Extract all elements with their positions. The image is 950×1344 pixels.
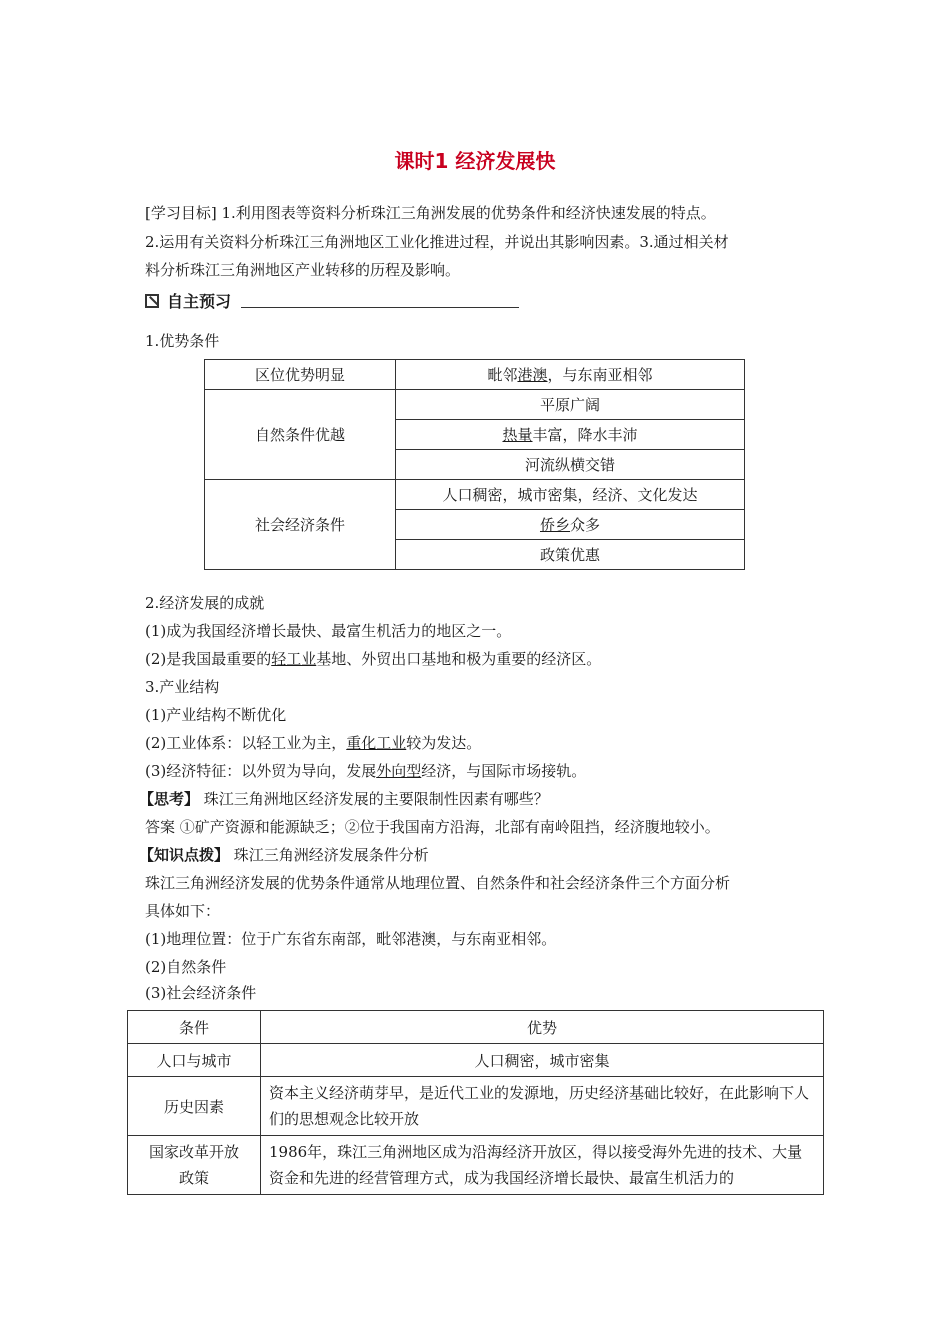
answer-text: 答案 ①矿产资源和能源缺乏；②位于我国南方沿海，北部有南岭阻挡，经济腹地较小。	[145, 818, 720, 836]
achievement-2: (2)是我国最重要的轻工业基地、外贸出口基地和极为重要的经济区。	[145, 650, 602, 668]
tip-line-5: (3)社会经济条件	[145, 984, 257, 1002]
heading-advantages: 1.优势条件	[145, 332, 220, 350]
table-cell: 资本主义经济萌芽早，是近代工业的发源地，历史经济基础比较好，在此影响下人们的思想观念比较开放	[261, 1077, 824, 1136]
table-cell: 河流纵横交错	[396, 450, 745, 480]
think-question: 【思考】 珠江三角洲地区经济发展的主要限制性因素有哪些？	[139, 790, 549, 808]
section-rule	[241, 307, 519, 308]
objectives-line-3: 料分析珠江三角洲地区产业转移的历程及影响。	[145, 261, 461, 279]
table-cell: 热量丰富，降水丰沛	[396, 420, 745, 450]
table-cell-label: 人口与城市	[128, 1044, 261, 1077]
tip-line-4: (2)自然条件	[145, 958, 227, 976]
industry-2: (2)工业体系：以轻工业为主，重化工业较为发达。	[145, 734, 482, 752]
objectives-line-1: [学习目标] 1.利用图表等资料分析珠江三角洲发展的优势条件和经济快速发展的特点。	[145, 204, 716, 222]
table-cell: 平原广阔	[396, 390, 745, 420]
objectives-line-2: 2.运用有关资料分析珠江三角洲地区工业化推进过程，并说出其影响因素。3.通过相关材	[145, 233, 729, 251]
table-header: 优势	[261, 1011, 824, 1044]
heading-industry: 3.产业结构	[145, 678, 220, 696]
table-cell: 侨乡众多	[396, 510, 745, 540]
section-header	[145, 289, 519, 312]
heading-achievements: 2.经济发展的成就	[145, 594, 265, 612]
table-cell-label: 自然条件优越	[205, 390, 396, 480]
tip-line-1: 珠江三角洲经济发展的优势条件通常从地理位置、自然条件和社会经济条件三个方面分析	[145, 874, 731, 892]
advantage-conditions-table	[204, 359, 745, 570]
table-cell: 政策优惠	[396, 540, 745, 570]
section-title: 自主预习	[167, 292, 232, 311]
table-cell: 人口稠密，城市密集	[261, 1044, 824, 1077]
knowledge-tip-heading: 【知识点拨】 珠江三角洲经济发展条件分析	[139, 846, 429, 864]
table-cell: 人口稠密，城市密集，经济、文化发达	[396, 480, 745, 510]
table-cell-label: 国家改革开放 政策	[128, 1136, 261, 1195]
page-title: 课时1 经济发展快	[394, 149, 556, 173]
tip-line-3: (1)地理位置：位于广东省东南部，毗邻港澳，与东南亚相邻。	[145, 930, 557, 948]
table-cell-label: 历史因素	[128, 1077, 261, 1136]
table-cell-label: 区位优势明显	[205, 360, 396, 390]
tip-line-2: 具体如下：	[145, 902, 221, 920]
industry-1: (1)产业结构不断优化	[145, 706, 287, 724]
socioeconomic-conditions-table	[127, 1010, 824, 1195]
table-cell-label: 社会经济条件	[205, 480, 396, 570]
table-cell: 毗邻港澳，与东南亚相邻	[396, 360, 745, 390]
section-marker-icon	[145, 294, 159, 308]
industry-3: (3)经济特征：以外贸为导向，发展外向型经济，与国际市场接轨。	[145, 762, 587, 780]
achievement-1: (1)成为我国经济增长最快、最富生机活力的地区之一。	[145, 622, 512, 640]
table-cell: 1986年，珠江三角洲地区成为沿海经济开放区，得以接受海外先进的技术、大量资金和先进的经营管理方式，成为我国经济增长最快、最富生机活力的	[261, 1136, 824, 1195]
table-header: 条件	[128, 1011, 261, 1044]
